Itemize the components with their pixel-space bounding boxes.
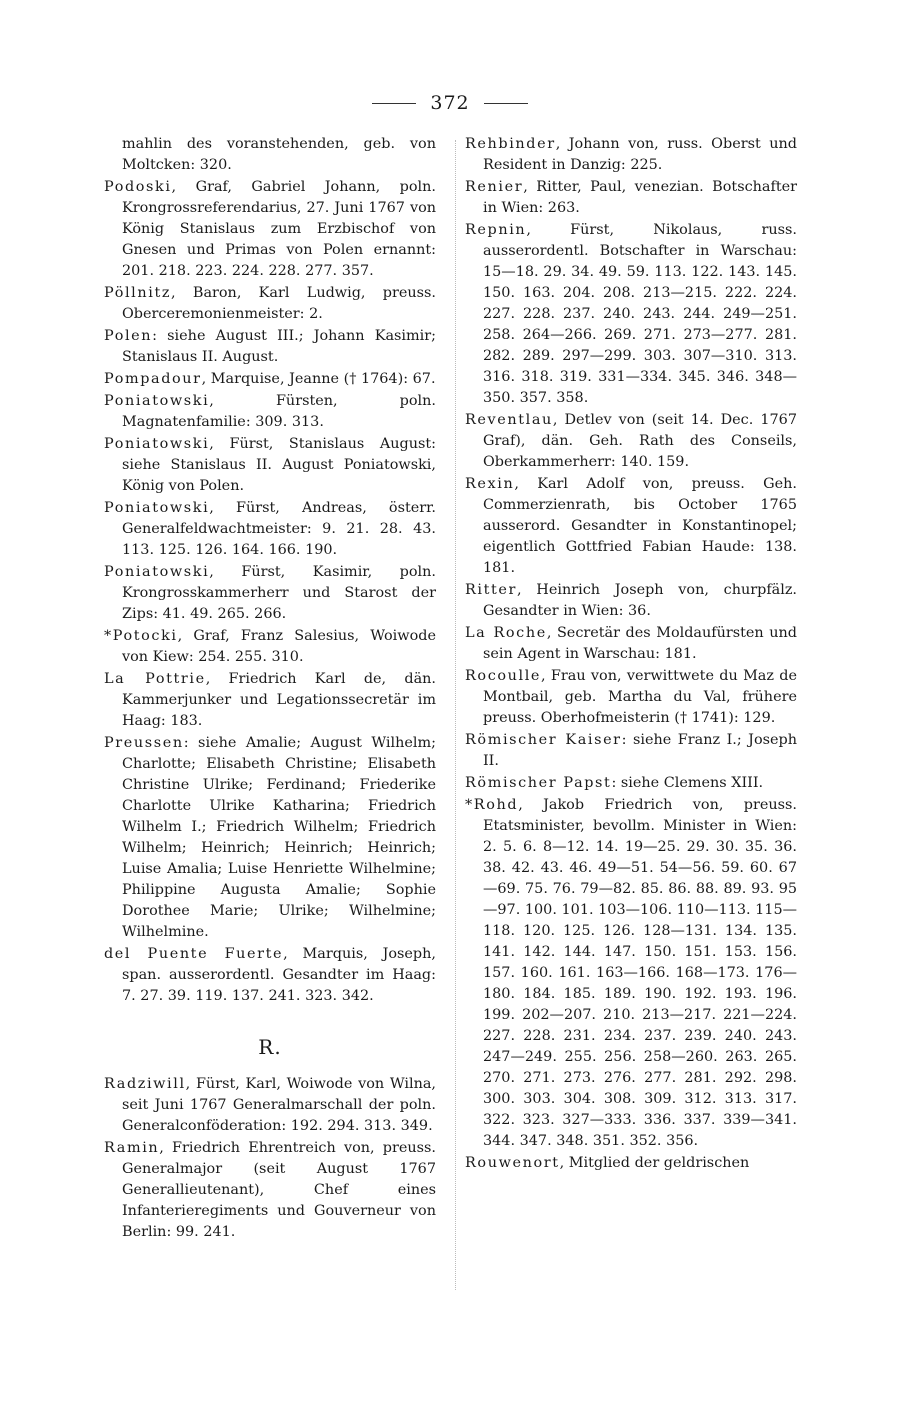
entry-name: Pompadour bbox=[104, 371, 202, 387]
header-rule-right bbox=[484, 103, 528, 104]
page-number: 372 bbox=[430, 92, 470, 114]
index-entry bbox=[104, 369, 436, 390]
index-entry bbox=[465, 1153, 797, 1174]
index-entry bbox=[104, 626, 436, 668]
entry-text: , Ritter, Paul, venezian. Botschafter in Wien: 263. bbox=[483, 179, 797, 216]
entry-name: Reventlau bbox=[465, 412, 553, 428]
entry-text: , Friedrich Karl de, dän. Kammerjunker und Legationssecretär im Haag: 183. bbox=[122, 671, 436, 729]
entry-text: mahlin des voranstehenden, geb. von Moltcken: 320. bbox=[122, 136, 436, 173]
column-divider bbox=[455, 140, 456, 1290]
entry-text: , Detlev von (seit 14. Dec. 1767 Graf), dän. Geh. Rath des Conseils, Oberkammerherr: 140. 159. bbox=[483, 412, 797, 470]
entry-text: , Fürst, Kasimir, poln. Krongrosskammerherr und Starost der Zips: 41. 49. 265. 266. bbox=[122, 564, 436, 622]
entry-text: , Mitglied der geldrischen bbox=[559, 1155, 750, 1171]
entry-name: Radziwill bbox=[104, 1076, 186, 1092]
index-entry bbox=[104, 434, 436, 497]
left-column bbox=[104, 134, 436, 1244]
entry-text: : siehe Amalie; August Wilhelm; Charlotte; Elisabeth Christine; Elisabeth Christine Ulrike; Ferdinand; Friederike Charlotte Ulrike Katharina; Friedrich Wilhelm I.; Friedrich Wilhelm; Friedrich Wilhelm; Heinrich; Heinrich; Heinrich; Luise Amalia; Luise Henriette Wilhelmine; Philippine Augusta Amalie; Sophie Dorothee Marie; Ulrike; Wilhelmine; Wilhelmine. bbox=[122, 735, 436, 940]
entry-text: , Secretär des Moldaufürsten und sein Agent in Warschau: 181. bbox=[483, 625, 797, 662]
index-entry bbox=[465, 220, 797, 409]
right-column bbox=[465, 134, 797, 1175]
index-entry bbox=[104, 498, 436, 561]
header-rule-left bbox=[372, 103, 416, 104]
index-entry bbox=[104, 944, 436, 1007]
entry-text: , Graf, Franz Salesius, Woiwode von Kiew: 254. 255. 310. bbox=[122, 628, 436, 665]
entry-name: Ritter bbox=[465, 582, 517, 598]
index-entry bbox=[104, 391, 436, 433]
entries-r bbox=[104, 1074, 436, 1243]
entry-name: Polen bbox=[104, 328, 153, 344]
entry-name: Rehbinder bbox=[465, 136, 556, 152]
entry-name: Ramin bbox=[104, 1140, 160, 1156]
entry-text: , Jakob Friedrich von, preuss. Etatsminister, bevollm. Minister in Wien: 2. 5. 6. 8—12. 14. 19—25. 29. 30. 35. 36. 38. 42. 43. 46. 49—51. 54—56. 59. 60. 67—69. 75. 76. 79—82. 85. 86. 88. 89. 93. 95—97. 100. 101. 103—106. 110—113. 115—118. 120. 125. 126. 128—131. 134. 135. 141. 142. 144. 147. 150. 151. 153. 156. 157. 160. 161. 163—166. 168—173. 176—180. 184. 185. 189. 190. 192. 193. 196. 199. 202—207. 210. 213—217. 221—224. 227. 228. 231. 234. 237. 239. 240. 243. 247—249. 255. 256. 258—260. 263. 265. 270. 271. 273. 276. 277. 281. 292. 298. 300. 303. 304. 308. 309. 312. 313. 317. 322. 323. 327—333. 336. 337. 339—341. 344. 347. 348. 351. 352. 356. bbox=[483, 797, 797, 1149]
section-heading: R. bbox=[258, 1035, 282, 1059]
entries-p bbox=[104, 134, 436, 1007]
entry-name: *Rohd bbox=[465, 797, 519, 813]
entry-name: Römischer Kaiser bbox=[465, 732, 622, 748]
entry-name: Preussen bbox=[104, 735, 184, 751]
index-entry bbox=[465, 474, 797, 579]
index-entry bbox=[104, 177, 436, 282]
entry-name: Poniatowski bbox=[104, 393, 210, 409]
entry-name: Rexin bbox=[465, 476, 515, 492]
entry-name: Poniatowski bbox=[104, 436, 210, 452]
entry-name: Pöllnitz bbox=[104, 285, 172, 301]
entry-text: , Karl Adolf von, preuss. Geh. Commerzienrath, bis October 1765 ausserord. Gesandter in Konstantinopel; eigentlich Gottfried Fabian Haude: 138. 181. bbox=[483, 476, 797, 576]
entry-text: , Marquise, Jeanne († 1764): 67. bbox=[201, 371, 436, 387]
index-entry bbox=[465, 666, 797, 729]
index-entry bbox=[465, 410, 797, 473]
entry-text: , Fürst, Nikolaus, russ. ausserordentl. Botschafter in Warschau: 15—18. 29. 34. 49. 59. 113. 122. 143. 145. 150. 163. 204. 208. 213—215. 222. 224. 227. 228. 237. 240. 243. 244. 249—251. 258. 264—266. 269. 271. 273—277. 281. 282. 289. 297—299. 303. 307—310. 313. 316. 318. 319. 331—334. 345. 346. 348—350. 357. 358. bbox=[483, 222, 797, 406]
entry-name: Römischer Papst bbox=[465, 775, 612, 791]
entry-name: Poniatowski bbox=[104, 564, 210, 580]
entry-name: Rouwenort bbox=[465, 1155, 560, 1171]
entry-name: *Potocki bbox=[104, 628, 178, 644]
index-entry bbox=[465, 730, 797, 772]
entry-name: Poniatowski bbox=[104, 500, 210, 516]
index-entry bbox=[104, 562, 436, 625]
entry-text: , Johann von, russ. Oberst und Resident in Danzig: 225. bbox=[483, 136, 797, 173]
index-entry bbox=[104, 1138, 436, 1243]
entry-text: , Heinrich Joseph von, churpfälz. Gesandter in Wien: 36. bbox=[483, 582, 797, 619]
index-entry bbox=[104, 669, 436, 732]
entry-name: Repnin bbox=[465, 222, 527, 238]
index-entry bbox=[104, 326, 436, 368]
entry-text: , Fürsten, poln. Magnatenfamilie: 309. 313. bbox=[122, 393, 436, 430]
entry-name: Renier bbox=[465, 179, 524, 195]
index-entry bbox=[465, 134, 797, 176]
index-entry bbox=[104, 1074, 436, 1137]
entry-text: , Baron, Karl Ludwig, preuss. Oberceremonienmeister: 2. bbox=[122, 285, 436, 322]
entry-name: La Pottrie bbox=[104, 671, 206, 687]
entries-r-cont bbox=[465, 134, 797, 1174]
entry-text: , Fürst, Stanislaus August: siehe Stanislaus II. August Poniatowski, König von Polen. bbox=[122, 436, 436, 494]
index-entry bbox=[104, 733, 436, 943]
entry-text: : siehe Franz I.; Joseph II. bbox=[483, 732, 797, 769]
entry-text: : siehe August III.; Johann Kasimir; Stanislaus II. August. bbox=[122, 328, 436, 365]
index-entry bbox=[465, 177, 797, 219]
entry-text: , Marquis, Joseph, span. ausserordentl. Gesandter im Haag: 7. 27. 39. 119. 137. 241. 323. 342. bbox=[122, 946, 436, 1004]
index-entry bbox=[465, 773, 797, 794]
entry-text: : siehe Clemens XIII. bbox=[611, 775, 764, 791]
index-entry bbox=[465, 580, 797, 622]
index-entry bbox=[104, 134, 436, 176]
page-header bbox=[0, 88, 900, 118]
index-entry bbox=[104, 283, 436, 325]
index-entry bbox=[465, 795, 797, 1152]
entry-name: del Puente Fuerte bbox=[104, 946, 284, 962]
entry-name: Podoski bbox=[104, 179, 172, 195]
entry-text: , Fürst, Andreas, österr. Generalfeldwachtmeister: 9. 21. 28. 43. 113. 125. 126. 164. 166. 190. bbox=[122, 500, 436, 558]
index-entry bbox=[465, 623, 797, 665]
entry-text: , Graf, Gabriel Johann, poln. Krongrossreferendarius, 27. Juni 1767 von König Stanislaus zum Erzbischof von Gnesen und Primas von Polen ernannt: 201. 218. 223. 224. 228. 277. 357. bbox=[122, 179, 436, 279]
entry-text: , Frau von, verwittwete du Maz de Montbail, geb. Martha du Val, frühere preuss. Oberhofmeisterin († 1741): 129. bbox=[483, 668, 797, 726]
entry-text: , Fürst, Karl, Woiwode von Wilna, seit Juni 1767 Generalmarschall der poln. Generalconföderation: 192. 294. 313. 349. bbox=[122, 1076, 436, 1134]
entry-name: Rocoulle bbox=[465, 668, 542, 684]
entry-name: La Roche bbox=[465, 625, 547, 641]
entry-text: , Friedrich Ehrentreich von, preuss. Generalmajor (seit August 1767 Generallieutenant), Chef eines Infanterieregiments und Gouverneur von Berlin: 99. 241. bbox=[122, 1140, 436, 1240]
